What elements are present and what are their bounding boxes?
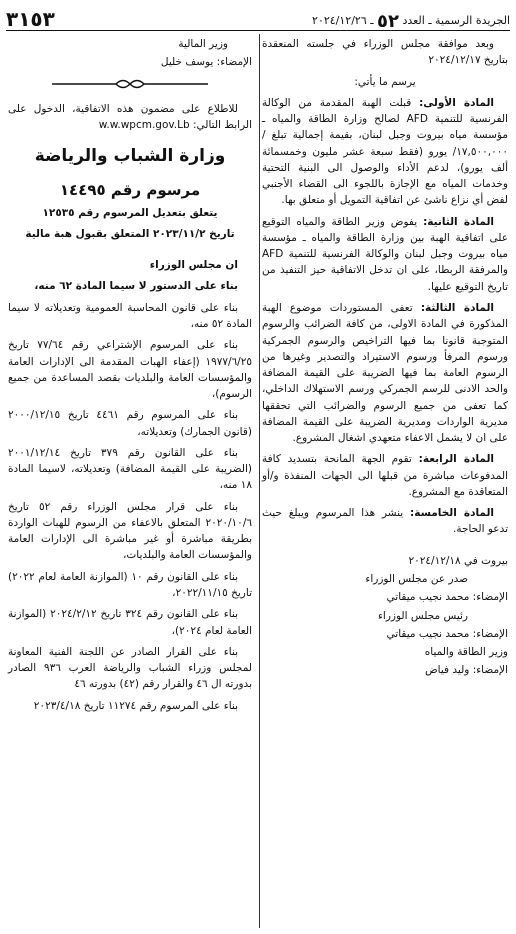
energy-minister-title: وزير الطاقة والمياه bbox=[424, 646, 508, 659]
basis-7: بناء على القانون رقم ٣٢٤ تاريخ ٢٠٢٤/٢/١٢ (الموازنة العامة لعام ٢٠٢٤)، bbox=[8, 608, 252, 637]
basis-4: بناء على القانون رقم ٣٧٩ تاريخ ٢٠٠١/١٢/١٤ (الضريبة على القيمة المضافة) وتعديلاته، لاسيما المادة ١٨ منه، bbox=[8, 446, 252, 492]
signature-1: الإمضاء: محمد نجيب ميقاتي bbox=[386, 591, 508, 604]
issue-prefix: الجريدة الرسمية ـ العدد bbox=[402, 14, 510, 27]
article-3-text: تعفى المستوردات موضوع الهبة المذكورة في المادة الاولى، من كافة الضرائب والرسوم المتوجبة قانونا بما فيها التراخيص والرسوم الجمركية ورسوم المرفأ ورسوم الاستيراد والتصدير وغيرها من الرسوم العامة بما فيها الضريبة على القيمة المضافة والحد الادنى للرسم الجمركي ورسم الاستهلاك الداخلي، كما تعفى من جميع الرسوم والضرائب التي تحققها مديرية الواردات ومديرية الضريبة على القيمة المضافة على ان لا يشمل الاعفاء متعهدي اشغال المشروع. bbox=[262, 301, 508, 445]
article-1-title: المادة الأولى: bbox=[419, 96, 494, 109]
right-column bbox=[262, 36, 508, 681]
article-4-title: المادة الرابعة: bbox=[418, 453, 495, 466]
decree-number: مرسوم رقم ١٤٤٩٥ bbox=[59, 181, 201, 200]
place-date: بيروت في ٢٠٢٤/١٢/١٨ bbox=[408, 554, 508, 567]
access-note bbox=[8, 101, 252, 134]
article-4 bbox=[262, 451, 508, 500]
issue-date: ـ ٢٠٢٤/١٢/٢٦ bbox=[312, 14, 374, 27]
issuer: ان مجلس الوزراء bbox=[149, 259, 238, 272]
page-header bbox=[6, 4, 510, 30]
issued-by: صدر عن مجلس الوزراء bbox=[365, 572, 468, 585]
decree-word: يرسم ما يأتي: bbox=[354, 75, 416, 88]
article-4-text: تقوم الجهة المانحة بتسديد كافة المدفوعات مباشرة من قبلها الى الجهات المنفذة و/أو المتعاقدة مع المشروع. bbox=[262, 453, 508, 498]
ministry-title: وزارة الشباب والرياضة bbox=[34, 146, 226, 167]
article-1-text: قبلت الهبة المقدمة من الوكالة الفرنسية للتنمية AFD لصالح وزارة الطاقة والمياه ـ مؤسسة مياه بيروت وجبل لبنان، بقيمة إجمالية تبلغ /١٧,٥٠٠,٠٠٠/ يورو (فقط سبعة عشر مليون وخمسمائة ألف يورو)، لدعم الأداء والوصول الى البنية التحتية وخدمات المياه مع الإجازة باللجوء الى القضاء الأجنبي لفض أي نزاع ناشئ عن اتفاقية التمويل أو متعلق بها. bbox=[262, 96, 508, 207]
intro-paragraph: وبعد موافقة مجلس الوزراء في جلسته المنعقدة بتاريخ ٢٠٢٤/١٢/١٧ bbox=[262, 38, 508, 67]
basis-3: بناء على المرسوم رقم ٤٤٦١ تاريخ ٢٠٠٠/١٢/١٥ (قانون الجمارك) وتعديلاته، bbox=[8, 409, 252, 438]
basis-2: بناء على المرسوم الإشتراعي رقم ٧٧/٦٤ تاريخ ١٩٧٧/٦/٢٥ (إعفاء الهبات المقدمة الى الإدارات العامة والمؤسسات العامة والبلديات بقصد المساعدة من جميع الرسوم)، bbox=[8, 339, 252, 401]
article-2-title: المادة الثانية: bbox=[423, 215, 494, 228]
article-5-text: ينشر هذا المرسوم ويبلغ حيث تدعو الحاجة. bbox=[262, 507, 508, 536]
issue-line bbox=[312, 8, 510, 36]
finance-signature: الإمضاء: يوسف خليل bbox=[160, 56, 252, 69]
article-5-title: المادة الخامسة: bbox=[410, 507, 495, 520]
article-3-title: المادة الثالثة: bbox=[420, 301, 494, 314]
basis-1: بناء على قانون المحاسبة العمومية وتعديلاته لا سيما المادة ٥٢ منه، bbox=[8, 301, 252, 330]
header-rule bbox=[6, 30, 510, 31]
article-2-text: يفوض وزير الطاقة والمياه التوقيع على اتفاقية الهبة بين وزارة الطاقة والمياه ـ مؤسسة مياه بيروت وجبل لبنان والوكالة الفرنسية للتنمية AFD والمرفقة الربطا، على ان تدخل الاتفاقية حيز التنفيذ من تاريخ التوقيع عليها. bbox=[262, 215, 508, 293]
article-5 bbox=[262, 505, 508, 538]
finance-minister-title: وزير المالية bbox=[178, 38, 228, 50]
article-2 bbox=[262, 214, 508, 295]
basis-6: بناء على القانون رقم ١٠ (الموازنة العامة لعام ٢٠٢٢) تاريخ ٢٠٢٢/١١/١٥، bbox=[8, 570, 252, 599]
page-number: ٣١٥٣ bbox=[6, 7, 55, 31]
basis-9: بناء على المرسوم رقم ١١٢٧٤ تاريخ ٢٠٢٣/٤/١٨ bbox=[33, 699, 238, 712]
left-column bbox=[8, 36, 252, 719]
column-divider bbox=[259, 34, 260, 928]
access-url-link[interactable]: w.w.wpcm.gov.Lb bbox=[98, 118, 190, 131]
basis-5: بناء على قرار مجلس الوزراء رقم ٥٢ تاريخ ٢٠٢٠/١٠/٦ المتعلق بالاعفاء من الرسوم للهبات الواردة بطريقة مباشرة أو غير مباشرة الى الإدارات العامة والمؤسسات العامة والبلديات، bbox=[8, 500, 252, 562]
basis-0: بناء على الدستور لا سيما المادة ٦٢ منه، bbox=[34, 280, 238, 293]
decree-subject-1: يتعلق بتعديل المرسوم رقم ١٢٥٣٥ bbox=[42, 206, 218, 219]
signature-2: الإمضاء: محمد نجيب ميقاتي bbox=[386, 627, 508, 640]
article-1 bbox=[262, 95, 508, 209]
basis-8: بناء على القرار الصادر عن اللجنة الفنية المعاونة لمجلس وزراء الشباب والرياضة العرب ٩٣٦ الصادر بدورته ال ٤٦ والقرار رقم (٤٢) بدورته ٤٦ bbox=[8, 645, 252, 691]
access-note-text: للاطلاع على مضمون هذه الاتفاقية، الدخول على الرابط التالي: bbox=[8, 102, 252, 131]
signature-3: الإمضاء: وليد فياض bbox=[424, 664, 508, 677]
article-3 bbox=[262, 300, 508, 446]
pm-title: رئيس مجلس الوزراء bbox=[377, 609, 468, 622]
issue-number: ٥٢ bbox=[376, 11, 399, 32]
decree-subject-2: تاريخ ٢٠٢٣/١١/٢ المتعلق بقبول هبة مالية bbox=[25, 227, 235, 240]
ornament-divider-icon bbox=[50, 77, 210, 91]
